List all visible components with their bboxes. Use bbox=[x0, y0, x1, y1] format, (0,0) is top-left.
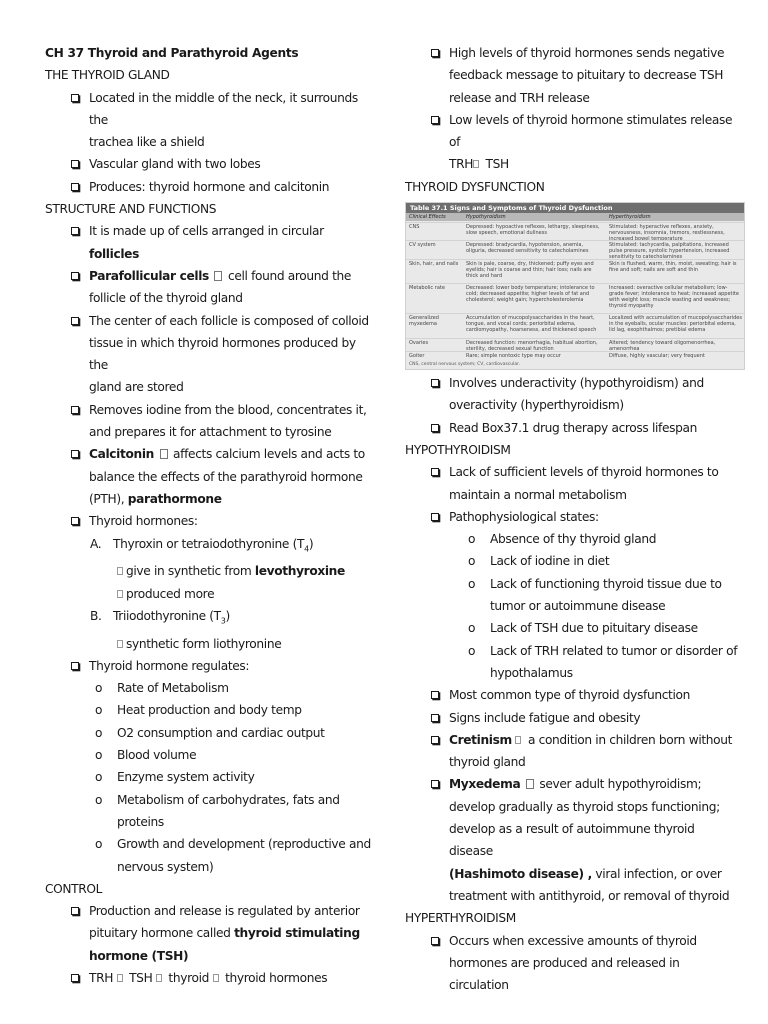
alpha-item: B. Triiodothyronine $(T_3)$ bbox=[90, 608, 230, 626]
bullet-continuation: overactivity (hyperthyroidism) bbox=[449, 398, 624, 413]
table-col-header: Hyperthyroidism bbox=[609, 214, 651, 221]
bullet-continuation: TRH TSH bbox=[449, 157, 509, 172]
structure-list bbox=[45, 220, 375, 877]
table-row: CV system Depressed: bradycardia, hypotension, anemia, oliguria, decreased sensitivity to catecholamines Stimulated: tachycardia, palpitations, increased pulse pressure, systolic hypertension, increased sensitivity to catecholamines bbox=[406, 240, 744, 258]
sub-item: o Heat production and body temp bbox=[95, 703, 302, 718]
bullet-continuation: (Hashimoto disease) , viral infection, or over bbox=[449, 866, 722, 881]
table-col-header: Clinical Effects bbox=[409, 214, 446, 221]
table-row: Metabolic rate Decreased: lower body temperature; intolerance to cold; decreased appetite; higher levels of fat and cholesterol; weight gain; hypercholesterolemia Increased: overactive cellular metabolism; low-grade fever; intolerance to heat; increased appetite with weight loss; muscle wasting and weakness; thyroid myopathy bbox=[406, 283, 744, 312]
bullet-continuation: pituitary hormone called thyroid stimulating bbox=[89, 926, 360, 941]
sub-item: o Growth and development (reproductive and bbox=[95, 837, 371, 852]
sub-item-continuation: nervous system) bbox=[117, 859, 214, 874]
table-col-header: Hypothyroidism bbox=[466, 214, 506, 221]
bullet-item: Myxedema sever adult hypothyroidism; bbox=[405, 773, 740, 795]
bullet-continuation: gland are stored bbox=[89, 380, 184, 395]
bullet-item: Parafollicular cells cell found around the bbox=[45, 265, 375, 287]
bullet-item: Lack of sufficient levels of thyroid hormones to bbox=[405, 461, 740, 483]
bullet-continuation: and prepares it for attachment to tyrosine bbox=[89, 425, 332, 440]
bullet-continuation: develop gradually as thyroid stops functioning; bbox=[449, 799, 720, 814]
bullet-continuation: hormone (TSH) bbox=[89, 948, 189, 963]
bullet-item: TRH TSH thyroid thyroid hormones bbox=[45, 967, 375, 989]
bullet-continuation: (PTH), parathormone bbox=[89, 491, 222, 506]
bullet-item: Thyroid hormone regulates: bbox=[45, 655, 375, 677]
arrow-item: synthetic form liothyronine bbox=[45, 633, 375, 655]
placeholder-glyph-icon bbox=[117, 590, 123, 598]
bullet-item: Involves underactivity (hypothyroidism) and bbox=[405, 372, 740, 394]
table-row: Skin, hair, and nails Skin is pale, coarse, dry, thickened; puffy eyes and eyelids; hair is coarse and thin; hair loss; nails are thick and hard Skin is flushed, warm, thin, moist, sweating; hair is fine and soft; nails are soft and thin bbox=[406, 259, 744, 282]
table-row: CNS Depressed: hypoactive reflexes, lethargy, sleepiness, slow speech, emotional dullness Stimulated: hyperactive reflexes, anxiety, nervousness, insomnia, tremors, restlessness, increased bowel temperature bbox=[406, 222, 744, 240]
bullet-item: Low levels of thyroid hormone stimulates release of bbox=[405, 109, 740, 154]
bullet-item: High levels of thyroid hormones sends negative bbox=[405, 42, 740, 64]
left-column bbox=[45, 42, 375, 989]
table-row: Ovaries Decreased function: menorrhagia, habitual abortion, sterility, decreased sexual function Altered; tendency toward oligomenorrhea, amenorrhea bbox=[406, 338, 744, 351]
document-title: CH 37 Thyroid and Parathyroid Agents bbox=[45, 46, 299, 60]
bullet-continuation: hormones are produced and released in circulation bbox=[449, 955, 680, 993]
sub-item: o Lack of functioning thyroid tissue due to bbox=[468, 576, 722, 591]
table-title: Table 37.1 Signs and Symptoms of Thyroid Dysfunction bbox=[410, 204, 613, 213]
bullet-item: Produces: thyroid hormone and calcitonin bbox=[45, 176, 375, 198]
bullet-item: Signs include fatigue and obesity bbox=[405, 707, 740, 729]
section-heading-hypothyroidism: HYPOTHYROIDISM bbox=[405, 442, 511, 457]
placeholder-glyph-icon bbox=[515, 736, 521, 744]
dysfunction-table-image bbox=[405, 202, 745, 370]
bullet-item: Read Box37.1 drug therapy across lifespan bbox=[405, 417, 740, 439]
table-row: Goiter Rare; simple nontoxic type may occur Diffuse, highly vascular; very frequent bbox=[406, 351, 744, 360]
bullet-continuation: feedback message to pituitary to decrease TSH bbox=[449, 68, 724, 83]
placeholder-glyph-icon bbox=[473, 160, 479, 168]
bullet-continuation: tissue in which thyroid hormones produced by the bbox=[89, 335, 356, 373]
table-title-bar bbox=[406, 203, 744, 213]
bullet-continuation: treatment with antithyroid, or removal of thyroid bbox=[449, 888, 730, 903]
sub-item: o Lack of iodine in diet bbox=[468, 554, 610, 569]
sub-item: o Enzyme system activity bbox=[95, 770, 255, 785]
arrow-item: give in synthetic from levothyroxine bbox=[45, 560, 375, 582]
sub-item: o Lack of TRH related to tumor or disorder of bbox=[468, 643, 738, 658]
right-column bbox=[405, 42, 740, 996]
sub-item-continuation: hypothalamus bbox=[490, 665, 573, 680]
placeholder-glyph-icon bbox=[117, 567, 123, 575]
bullet-continuation: thyroid gland bbox=[449, 755, 526, 770]
bullet-item: Thyroid hormones: bbox=[45, 510, 375, 532]
bullet-item: The center of each follicle is composed of colloid bbox=[45, 310, 375, 332]
alpha-item: A. Thyroxin or tetraiodothyronine $(T_4)$ bbox=[90, 536, 314, 553]
sub-item: o O2 consumption and cardiac output bbox=[95, 725, 325, 740]
section-heading-thyroid-gland: THE THYROID GLAND bbox=[45, 68, 170, 83]
section-heading-thyroid-dysfunction: THYROID DYSFUNCTION bbox=[405, 179, 545, 194]
bullet-item: Vascular gland with two lobes bbox=[45, 153, 375, 175]
placeholder-glyph-icon bbox=[117, 974, 123, 982]
bullet-continuation: maintain a normal metabolism bbox=[449, 487, 627, 502]
placeholder-glyph-icon bbox=[214, 271, 222, 281]
bullet-item: Calcitonin affects calcium levels and acts to bbox=[45, 443, 375, 465]
bullet-continuation: follicle of the thyroid gland bbox=[89, 291, 243, 306]
bullet-item: Cretinism a condition in children born without bbox=[405, 729, 740, 751]
bullet-continuation: release and TRH release bbox=[449, 90, 590, 105]
table-footnote: CNS, central nervous system; CV, cardiovascular. bbox=[409, 362, 521, 368]
bullet-item: Production and release is regulated by anterior bbox=[45, 900, 375, 922]
placeholder-glyph-icon bbox=[156, 974, 162, 982]
bullet-item: Occurs when excessive amounts of thyroid bbox=[405, 930, 740, 952]
sub-item: o Rate of Metabolism bbox=[95, 681, 229, 696]
bullet-continuation: develop as a result of autoimmune thyroid disease bbox=[449, 822, 695, 859]
control-list bbox=[45, 900, 375, 989]
sub-item: o Blood volume bbox=[95, 748, 197, 763]
bullet-item: Located in the middle of the neck, it surrounds the bbox=[45, 87, 375, 132]
bullet-item: Most common type of thyroid dysfunction bbox=[405, 684, 740, 706]
bullet-continuation: balance the effects of the parathyroid hormone bbox=[89, 469, 363, 484]
bullet-item: Removes iodine from the blood, concentrates it, bbox=[45, 399, 375, 421]
placeholder-glyph-icon bbox=[213, 974, 219, 982]
arrow-item: produced more bbox=[45, 583, 375, 605]
section-heading-hyperthyroidism: HYPERTHYROIDISM bbox=[405, 911, 516, 926]
bullet-continuation: trachea like a shield bbox=[89, 135, 205, 150]
placeholder-glyph-icon bbox=[117, 640, 123, 648]
sub-item-continuation: tumor or autoimmune disease bbox=[490, 599, 666, 614]
section-heading-structure: STRUCTURE AND FUNCTIONS bbox=[45, 202, 217, 217]
bullet-item: It is made up of cells arranged in circular follicles bbox=[45, 220, 375, 265]
sub-item: o Metabolism of carbohydrates, fats and bbox=[95, 792, 340, 807]
thyroid-gland-list bbox=[45, 87, 375, 198]
table-row: Generalized myxedema Accumulation of mucopolysaccharides in the heart, tongue, and vocal cords; periorbital edema, cardiomyopathy, hoarseness, and thickened speech Localized with accumulation of mucopolysaccharides in the eyeballs, ocular muscles: periorbital edema, lid lag, exophthalmos; pretibial edema bbox=[406, 313, 744, 338]
sub-item: o Lack of TSH due to pituitary disease bbox=[468, 621, 698, 636]
section-heading-control: CONTROL bbox=[45, 881, 103, 896]
placeholder-glyph-icon bbox=[160, 449, 168, 459]
placeholder-glyph-icon bbox=[526, 779, 534, 789]
sub-item: o Absence of thy thyroid gland bbox=[468, 532, 657, 547]
bullet-item: Pathophysiological states: bbox=[405, 506, 740, 528]
table-column-headers bbox=[406, 213, 744, 221]
sub-item-continuation: proteins bbox=[117, 814, 164, 829]
